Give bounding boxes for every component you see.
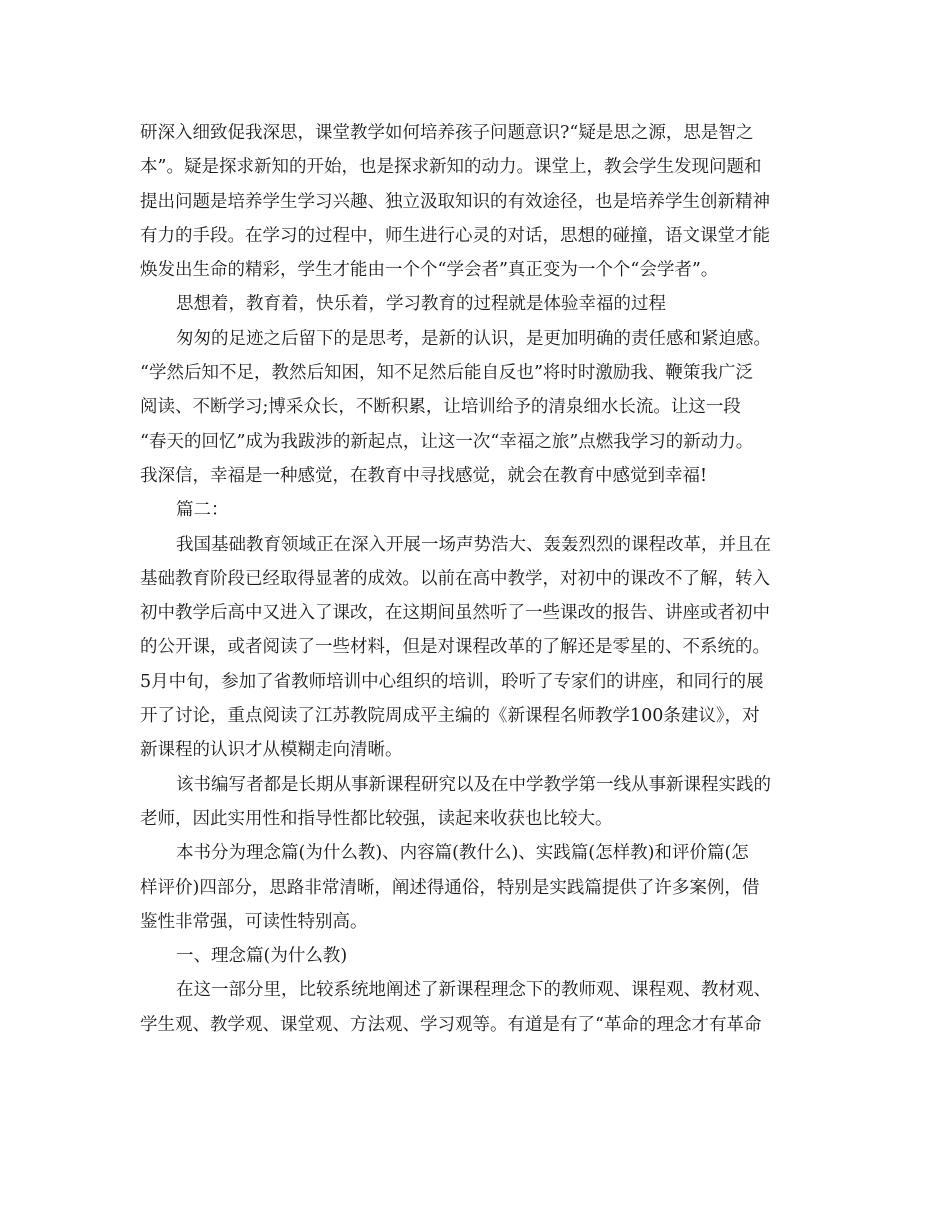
section-heading: 篇二： (176, 500, 229, 521)
text-line: 基础教育阶段已经取得显著的成效。以前在高中教学，对初中的课改不了解，转入 (140, 568, 770, 589)
text-line: 有力的手段。在学习的过程中，师生进行心灵的对话，思想的碰撞，语文课堂才能 (140, 225, 770, 246)
text-line: 我国基础教育领域正在深入开展一场声势浩大、轰轰烈烈的课程改革，并且在 (176, 534, 771, 555)
text-line: 初中教学后高中又进入了课改，在这期间虽然听了一些课改的报告、讲座或者初中 (140, 603, 770, 624)
text-line: 思想着，教育着，快乐着，学习教育的过程就是体验幸福的过程 (176, 294, 666, 315)
text-line: 匆匆的足迹之后留下的是思考，是新的认识，是更加明确的责任感和紧迫感。 (176, 328, 771, 349)
text-line: 提出问题是培养学生学习兴趣、独立汲取知识的有效途径，也是培养学生创新精神 (140, 191, 770, 212)
text-line: 在这一部分里，比较系统地阐述了新课程理念下的教师观、课程观、教材观、 (176, 980, 771, 1001)
text-line: 鉴性非常强，可读性特别高。 (140, 911, 368, 932)
text-line: 新课程的认识才从模糊走向清晰。 (140, 740, 403, 761)
text-line: “学然后知不足，教然后知困，知不足然后能自反也”将时时激励我、鞭策我广泛 (140, 363, 753, 384)
body-text (140, 116, 830, 1042)
text-line: 本书分为理念篇(为什么教)、内容篇(教什么)、实践篇(怎样教)和评价篇(怎 (176, 843, 749, 864)
text-line: 5月中旬，参加了省教师培训中心组织的培训，聆听了专家们的讲座，和同行的展 (140, 671, 764, 692)
text-line: 本”。疑是探求新知的开始，也是探求新知的动力。课堂上，教会学生发现问题和 (140, 157, 762, 178)
text-line: 学生观、教学观、课堂观、方法观、学习观等。有道是有了“革命的理念才有革命 (140, 1014, 762, 1035)
text-line: 开了讨论，重点阅读了江苏教院周成平主编的《新课程名师教学100条建议》，对 (140, 706, 760, 727)
text-line: 研深入细致促我深思，课堂教学如何培养孩子问题意识?“疑是思之源，思是智之 (140, 123, 754, 143)
text-line: 阅读、不断学习;博采众长，不断积累，让培训给予的清泉细水长流。让这一段 (140, 397, 741, 418)
text-line: 的公开课，或者阅读了一些材料，但是对课程改革的了解还是零星的、不系统的。 (140, 637, 770, 658)
text-line: 该书编写者都是长期从事新课程研究以及在中学教学第一线从事新课程实践的 (176, 774, 771, 795)
text-line: 我深信，幸福是一种感觉，在教育中寻找感觉，就会在教育中感觉到幸福! (140, 465, 708, 486)
text-line: 样评价)四部分，思路非常清晰，阐述得通俗，特别是实践篇提供了许多案例，借 (140, 877, 760, 898)
text-line: “春天的回忆”成为我跋涉的新起点，让这一次“幸福之旅”点燃我学习的新动力。 (140, 431, 754, 452)
section-heading: 一、理念篇(为什么教) (176, 946, 348, 967)
text-line: 老师，因此实用性和指导性都比较强，读起来收获也比较大。 (140, 808, 613, 829)
text-line: 焕发出生命的精彩，学生才能由一个个“学会者”真正变为一个个“会学者”。 (140, 260, 719, 281)
